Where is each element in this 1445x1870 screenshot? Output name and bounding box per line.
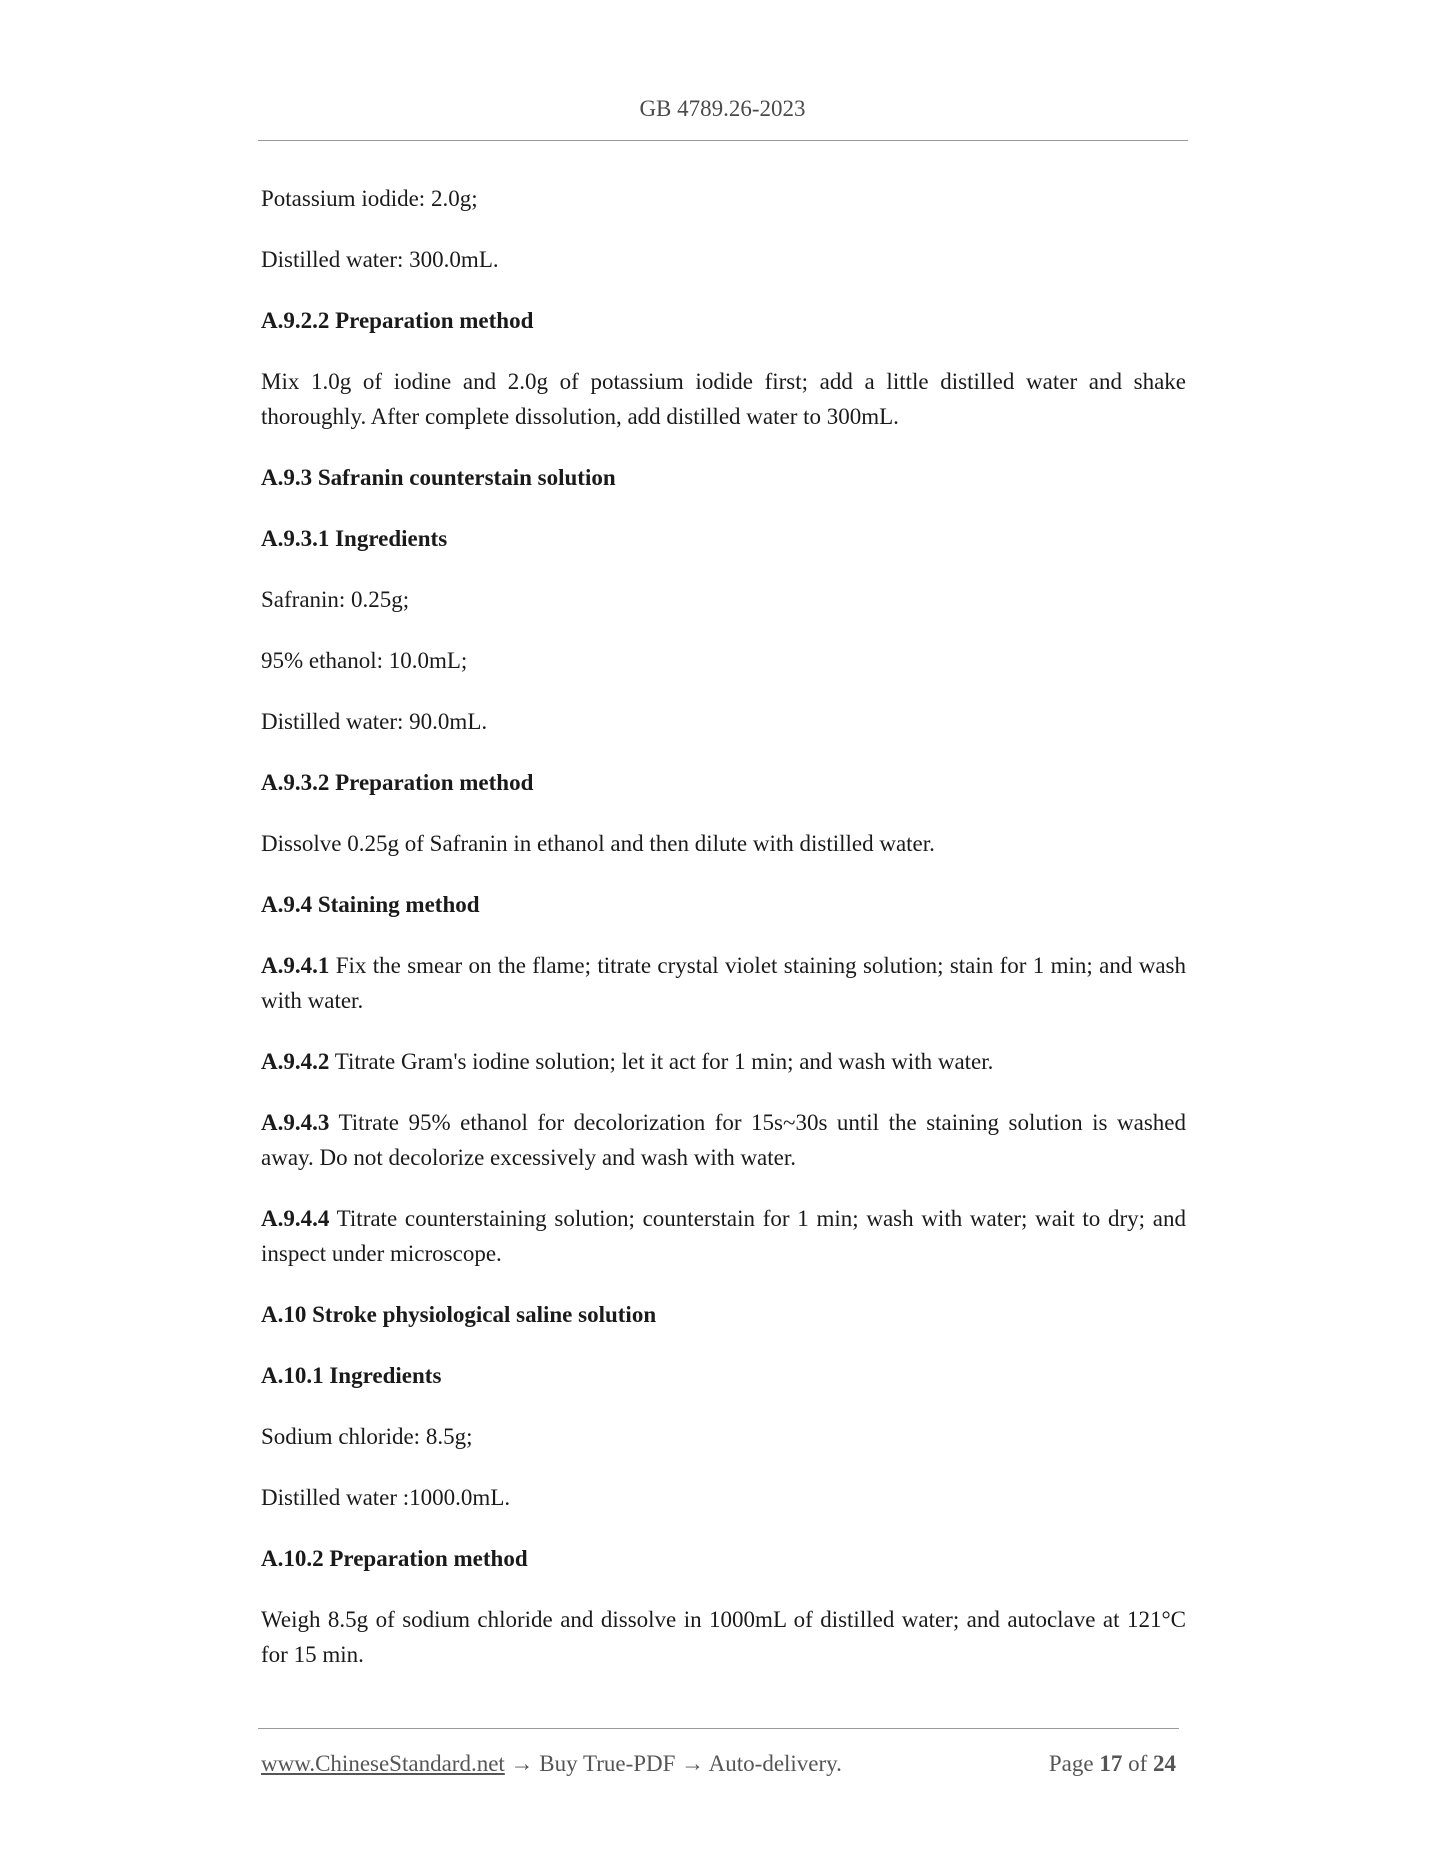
current-page-number: 17 [1099,1751,1123,1776]
staining-step [261,1044,1186,1079]
step-text: Fix the smear on the flame; titrate crystal violet staining solution; stain for 1 min; and wash with water. [261,953,1186,1013]
total-page-count: 24 [1153,1751,1176,1776]
ingredient-line: Safranin: 0.25g; [261,587,410,612]
ingredient-line: Distilled water: 300.0mL. [261,247,499,272]
section-heading: A.10.2 Preparation method [261,1546,528,1571]
website-link[interactable]: www.ChineseStandard.net [261,1751,505,1776]
document-body [261,181,1186,1698]
body-paragraph: Weigh 8.5g of sodium chloride and dissolve in 1000mL of distilled water; and autoclave at 121°C for 15 min. [261,1607,1186,1667]
ingredient-line: Potassium iodide: 2.0g; [261,186,478,211]
step-text: Titrate counterstaining solution; counterstain for 1 min; wash with water; wait to dry; and inspect under microscope. [261,1206,1186,1266]
step-number: A.9.4.4 [261,1206,330,1231]
page-footer [261,1748,1181,1780]
section-heading: A.10 Stroke physiological saline solution [261,1302,657,1327]
body-paragraph: Mix 1.0g of iodine and 2.0g of potassium iodide first; add a little distilled water and shake thoroughly. After complete dissolution, add distilled water to 300mL. [261,369,1186,429]
step-text: Titrate 95% ethanol for decolorization for 15s~30s until the staining solution is washed away. Do not decolorize excessively and wash with water. [261,1110,1186,1170]
staining-step [261,1201,1186,1271]
header-divider [258,140,1188,141]
ingredient-line: Distilled water: 90.0mL. [261,709,488,734]
page-of-label: of [1128,1751,1148,1776]
section-heading: A.9.4 Staining method [261,892,480,917]
ingredient-line: Sodium chloride: 8.5g; [261,1424,473,1449]
footer-tagline: → Buy True-PDF → Auto-delivery. [504,1751,842,1776]
section-heading: A.9.3 Safranin counterstain solution [261,465,616,490]
section-heading: A.9.3.1 Ingredients [261,526,448,551]
step-number: A.9.4.3 [261,1110,330,1135]
section-heading: A.9.3.2 Preparation method [261,770,534,795]
staining-step [261,1105,1186,1175]
ingredient-line: Distilled water :1000.0mL. [261,1485,511,1510]
body-paragraph: Dissolve 0.25g of Safranin in ethanol and then dilute with distilled water. [261,831,935,856]
staining-step [261,948,1186,1018]
ingredient-line: 95% ethanol: 10.0mL; [261,648,468,673]
footer-divider [258,1728,1179,1729]
page-indicator [1049,1748,1176,1780]
page-label: Page [1048,1751,1094,1776]
step-text: Titrate Gram's iodine solution; let it act for 1 min; and wash with water. [329,1049,994,1074]
section-heading: A.10.1 Ingredients [261,1363,442,1388]
step-number: A.9.4.2 [261,1049,330,1074]
step-number: A.9.4.1 [261,953,330,978]
document-header-title: GB 4789.26-2023 [639,96,806,121]
section-heading: A.9.2.2 Preparation method [261,308,534,333]
